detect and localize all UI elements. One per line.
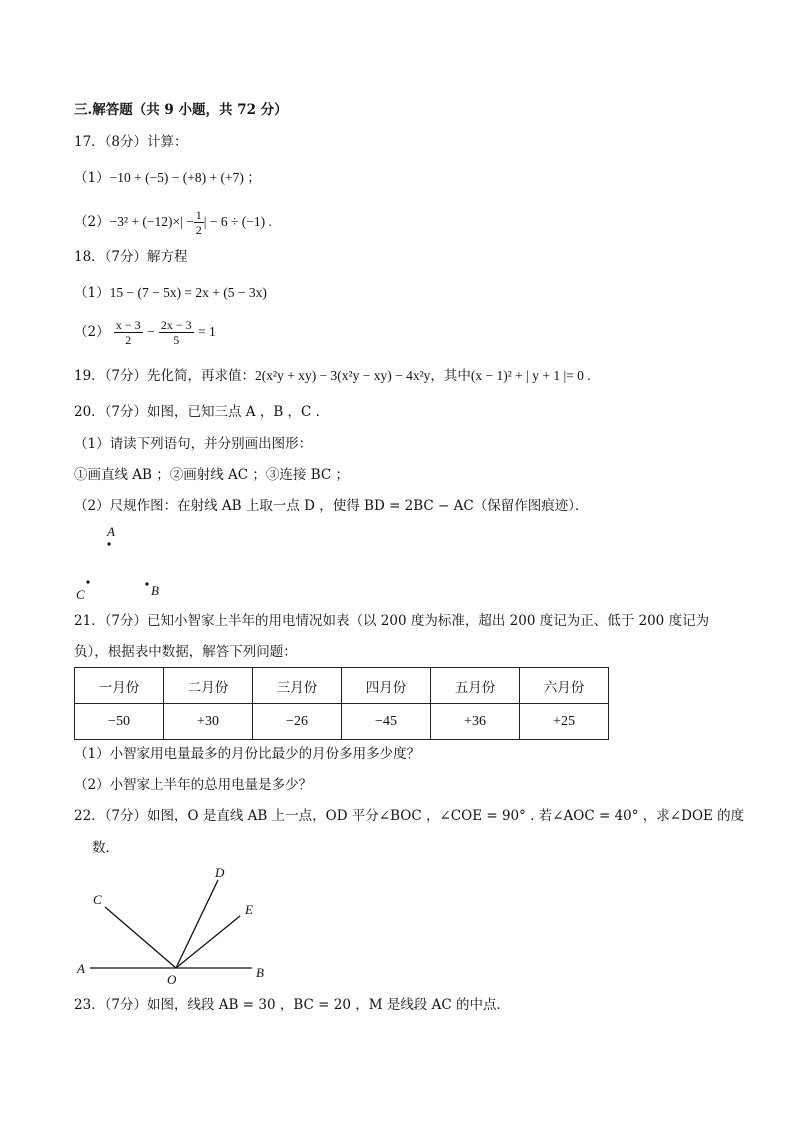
table-header-row [75, 668, 609, 704]
q21-part2: （2）小智家上半年的总用电量是多少？ [74, 777, 313, 793]
q17-stem: 17．（8分）计算： [74, 134, 188, 150]
point-b-dot [145, 582, 148, 585]
q18-frac2-numerator: 2x − 3 [160, 318, 192, 332]
table-cell: +36 [431, 704, 520, 740]
q18-stem: 18．（7分）解方程 [74, 249, 188, 265]
q19-condition: (x − 1)² + | y + 1 |= 0 . [470, 368, 591, 383]
q18-equals: = 1 [197, 324, 216, 339]
q17-part2-label: （2） [74, 214, 110, 230]
q17-part1-expr: −10 + (−5) − (+8) + (+7) ； [109, 170, 261, 185]
q20-steps: ①画直线 AB ；②画射线 AC ；③连接 BC ； [74, 467, 349, 483]
ray-oe [176, 916, 240, 968]
point-c-label: C [76, 587, 85, 600]
q22-stem-line2: 数． [92, 840, 119, 856]
q20-part1: （1）请读下列语句，并分别画出图形： [74, 436, 313, 452]
q20-points-figure [70, 520, 190, 600]
q18-part2-label: （2） [74, 324, 110, 340]
point-b-label: B [151, 583, 159, 598]
q18-frac1-denominator: 2 [125, 333, 132, 347]
table-header-cell: 五月份 [431, 668, 520, 704]
q17-part1 [74, 169, 261, 187]
q18-fraction-1 [114, 318, 143, 347]
table-cell: −45 [342, 704, 431, 740]
q17-part2-fraction [194, 208, 204, 237]
q19-line [74, 367, 591, 385]
ray-oc [105, 907, 176, 968]
section-title: 三.解答题（共 9 小题，共 72 分） [74, 102, 288, 118]
q18-part2 [74, 316, 216, 348]
label-c: C [93, 892, 102, 907]
q17-part2-expr-a: −3² + (−12)×| − [109, 214, 194, 229]
table-cell: +30 [164, 704, 253, 740]
q22-stem-line1: 22．（7分）如图，O 是直线 AB 上一点，OD 平分∠BOC ，∠COE = 90° . 若∠AOC = 40° ，求∠DOE 的度 [74, 808, 745, 824]
q23-stem: 23．（7分）如图，线段 AB = 30 ，BC = 20 ，M 是线段 AC 的中点． [74, 997, 510, 1013]
table-header-cell: 三月份 [253, 668, 342, 704]
table-header-cell: 六月份 [520, 668, 609, 704]
q18-frac1-numerator: x − 3 [115, 318, 141, 332]
table-header-cell: 一月份 [75, 668, 164, 704]
point-a-label: A [107, 524, 115, 539]
table-cell: +25 [520, 704, 609, 740]
point-a-dot [107, 542, 110, 545]
q19-cond-prefix: ，其中 [430, 368, 471, 384]
q17-frac-denominator: 2 [195, 223, 202, 237]
q20-stem: 20．（7分）如图，已知三点 A ，B ，C ． [74, 404, 330, 420]
q22-angle-figure [70, 860, 280, 990]
electricity-usage-table [74, 667, 609, 740]
label-d: D [215, 865, 225, 880]
label-a: A [77, 961, 85, 976]
q18-fraction-2 [159, 318, 194, 347]
q17-frac-numerator: 1 [195, 208, 202, 222]
label-o: O [167, 972, 177, 987]
q17-part2-expr-b: | − 6 ÷ (−1) . [203, 214, 272, 229]
ray-od [176, 880, 218, 968]
table-header-cell: 二月份 [164, 668, 253, 704]
label-b: B [256, 965, 264, 980]
q19-stem: 19．（7分）先化简，再求值： [74, 368, 256, 384]
q17-part2 [74, 207, 272, 237]
q21-stem-line1: 21．（7分）已知小智家上半年的用电情况如表（以 200 度为标准，超出 200 度记为正、低于 200 度记为 [74, 613, 710, 629]
table-row [75, 704, 609, 740]
table-cell: −50 [75, 704, 164, 740]
q17-part1-label: （1） [74, 170, 110, 186]
q21-part1: （1）小智家用电量最多的月份比最少的月份多用多少度？ [74, 746, 421, 762]
q18-part1 [74, 284, 267, 302]
table-header-cell: 四月份 [342, 668, 431, 704]
point-c-dot [86, 580, 89, 583]
table-cell: −26 [253, 704, 342, 740]
label-e: E [245, 902, 253, 917]
q18-frac2-denominator: 5 [173, 333, 180, 347]
q20-part2: （2）尺规作图：在射线 AB 上取一点 D ，使得 BD = 2BC − AC（保留作图痕迹）． [74, 498, 589, 514]
q18-part1-label: （1） [74, 285, 110, 301]
q19-expr: 2(x²y + xy) − 3(x²y − xy) − 4x²y [255, 368, 431, 383]
q18-part1-expr: 15 − (7 − 5x) = 2x + (5 − 3x) [109, 285, 267, 300]
q21-stem-line2: 负），根据表中数据，解答下列问题： [74, 644, 297, 660]
q18-minus: − [146, 324, 155, 339]
